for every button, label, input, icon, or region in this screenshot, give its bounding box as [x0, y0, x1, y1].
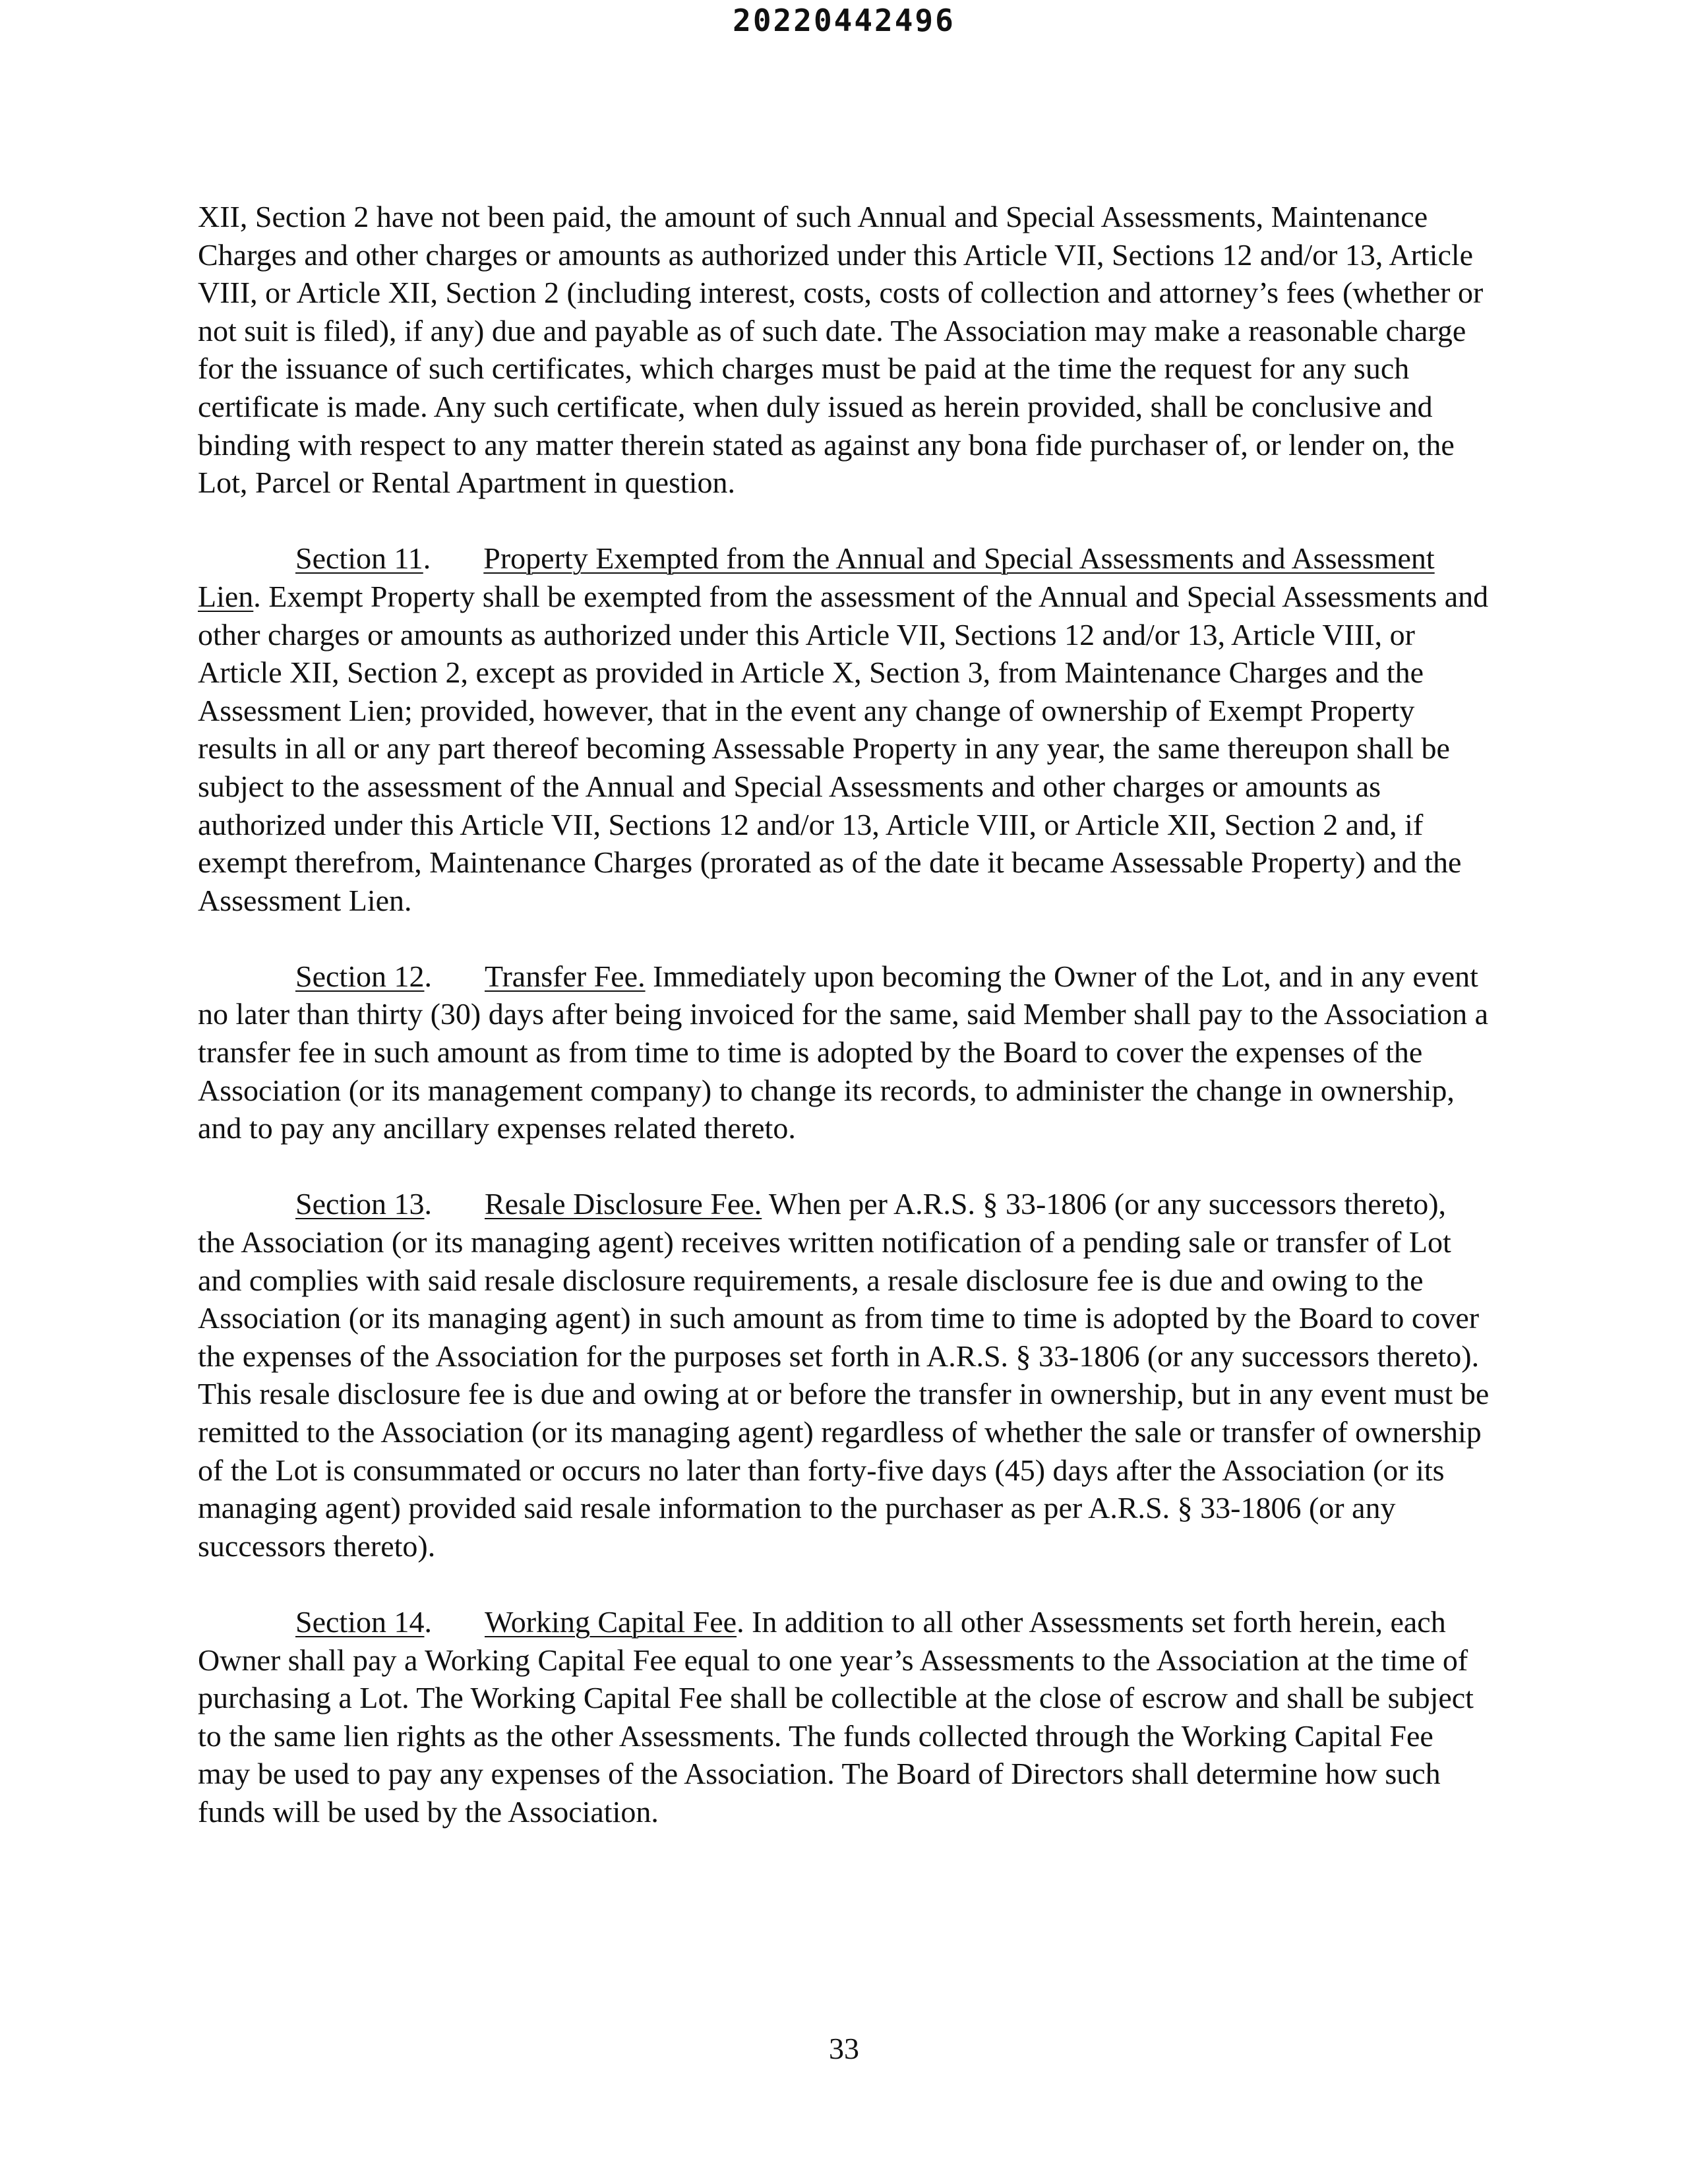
page-number: 33	[829, 2032, 859, 2065]
section-label: Section 14	[295, 1604, 425, 1639]
section-label: Section 13	[295, 1187, 425, 1221]
recording-number: 20220442496	[733, 3, 955, 38]
section-title: Transfer Fee.	[484, 959, 646, 993]
section-label: Section 12	[295, 959, 425, 993]
section-11	[198, 539, 1490, 919]
section-title: Resale Disclosure Fee.	[484, 1187, 762, 1221]
section-title: Property Exempted from the Annual and Special Assessments and Assessment Lien	[198, 541, 1435, 613]
section-title: Working Capital Fee	[484, 1604, 737, 1639]
section-label: Section 11	[295, 541, 423, 576]
section-label-punct: .	[423, 541, 431, 576]
section-label-punct: .	[424, 1604, 432, 1639]
section-title-punct: .	[253, 579, 261, 613]
section-13	[198, 1185, 1490, 1565]
section-label-punct: .	[424, 959, 432, 993]
paragraph-continuation	[198, 198, 1490, 502]
section-text: In addition to all other Assessments set forth herein, each Owner shall pay a Working Capital Fee equal to one year’s Assessments to the Association at the time of purchasing a Lot. The Working Capital Fee shall be collectible at the close of escrow and shall be subject to the same lien rights as the other Assessments. The funds collected through the Working Capital Fee may be used to pay any expenses of the Association. The Board of Directors shall determine how such funds will be used by the Association.	[198, 1604, 1474, 1829]
document-body	[198, 198, 1490, 1869]
section-14	[198, 1603, 1490, 1831]
section-text: When per A.R.S. § 33-1806 (or any successors thereto), the Association (or its managing agent) receives written notification of a pending sale or transfer of Lot and complies with said resale disclosure requirements, a resale disclosure fee is due and owing to the Association (or its managing agent) in such amount as from time to time is adopted by the Board to cover the expenses of the Association for the purposes set forth in A.R.S. § 33-1806 (or any successors thereto). This resale disclosure fee is due and owing at or before the transfer in ownership, but in any event must be remitted to the Association (or its managing agent) regardless of whether the sale or transfer of ownership of the Lot is consummated or occurs no later than forty-five days (45) days after the Association (or its managing agent) provided said resale information to the purchaser as per A.R.S. § 33-1806 (or any successors thereto).	[198, 1187, 1490, 1563]
section-text: Immediately upon becoming the Owner of the Lot, and in any event no later than thirty (30) days after being invoiced for the same, said Member shall pay to the Association a transfer fee in such amount as from time to time is adopted by the Board to cover the expenses of the Association (or its management company) to change its records, to administer the change in ownership, and to pay any ancillary expenses related thereto.	[198, 959, 1488, 1145]
section-title-punct: .	[737, 1604, 744, 1639]
paragraph-text: XII, Section 2 have not been paid, the amount of such Annual and Special Assessments, Maintenance Charges and other charges or amounts as authorized under this Article VII, Sections 12 and/or 13, Article VIII, or Article XII, Section 2 (including interest, costs, costs of collection and attorney’s fees (whether or not suit is filed), if any) due and payable as of such date. The Association may make a reasonable charge for the issuance of such certificates, which charges must be paid at the time the request for any such certificate is made. Any such certificate, when duly issued as herein provided, shall be conclusive and binding with respect to any matter therein stated as against any bona fide purchaser of, or lender on, the Lot, Parcel or Rental Apartment in question.	[198, 200, 1484, 500]
section-text: Exempt Property shall be exempted from the assessment of the Annual and Special Assessments and other charges or amounts as authorized under this Article VII, Sections 12 and/or 13, Article VIII, or Article XII, Section 2, except as provided in Article X, Section 3, from Maintenance Charges and the Assessment Lien; provided, however, that in the event any change of ownership of Exempt Property results in all or any part thereof becoming Assessable Property in any year, the same thereupon shall be subject to the assessment of the Annual and Special Assessments and other charges or amounts as authorized under this Article VII, Sections 12 and/or 13, Article VIII, or Article XII, Section 2 and, if exempt therefrom, Maintenance Charges (prorated as of the date it became Assessable Property) and the Assessment Lien.	[198, 579, 1489, 917]
section-12	[198, 957, 1490, 1147]
section-label-punct: .	[424, 1187, 432, 1221]
